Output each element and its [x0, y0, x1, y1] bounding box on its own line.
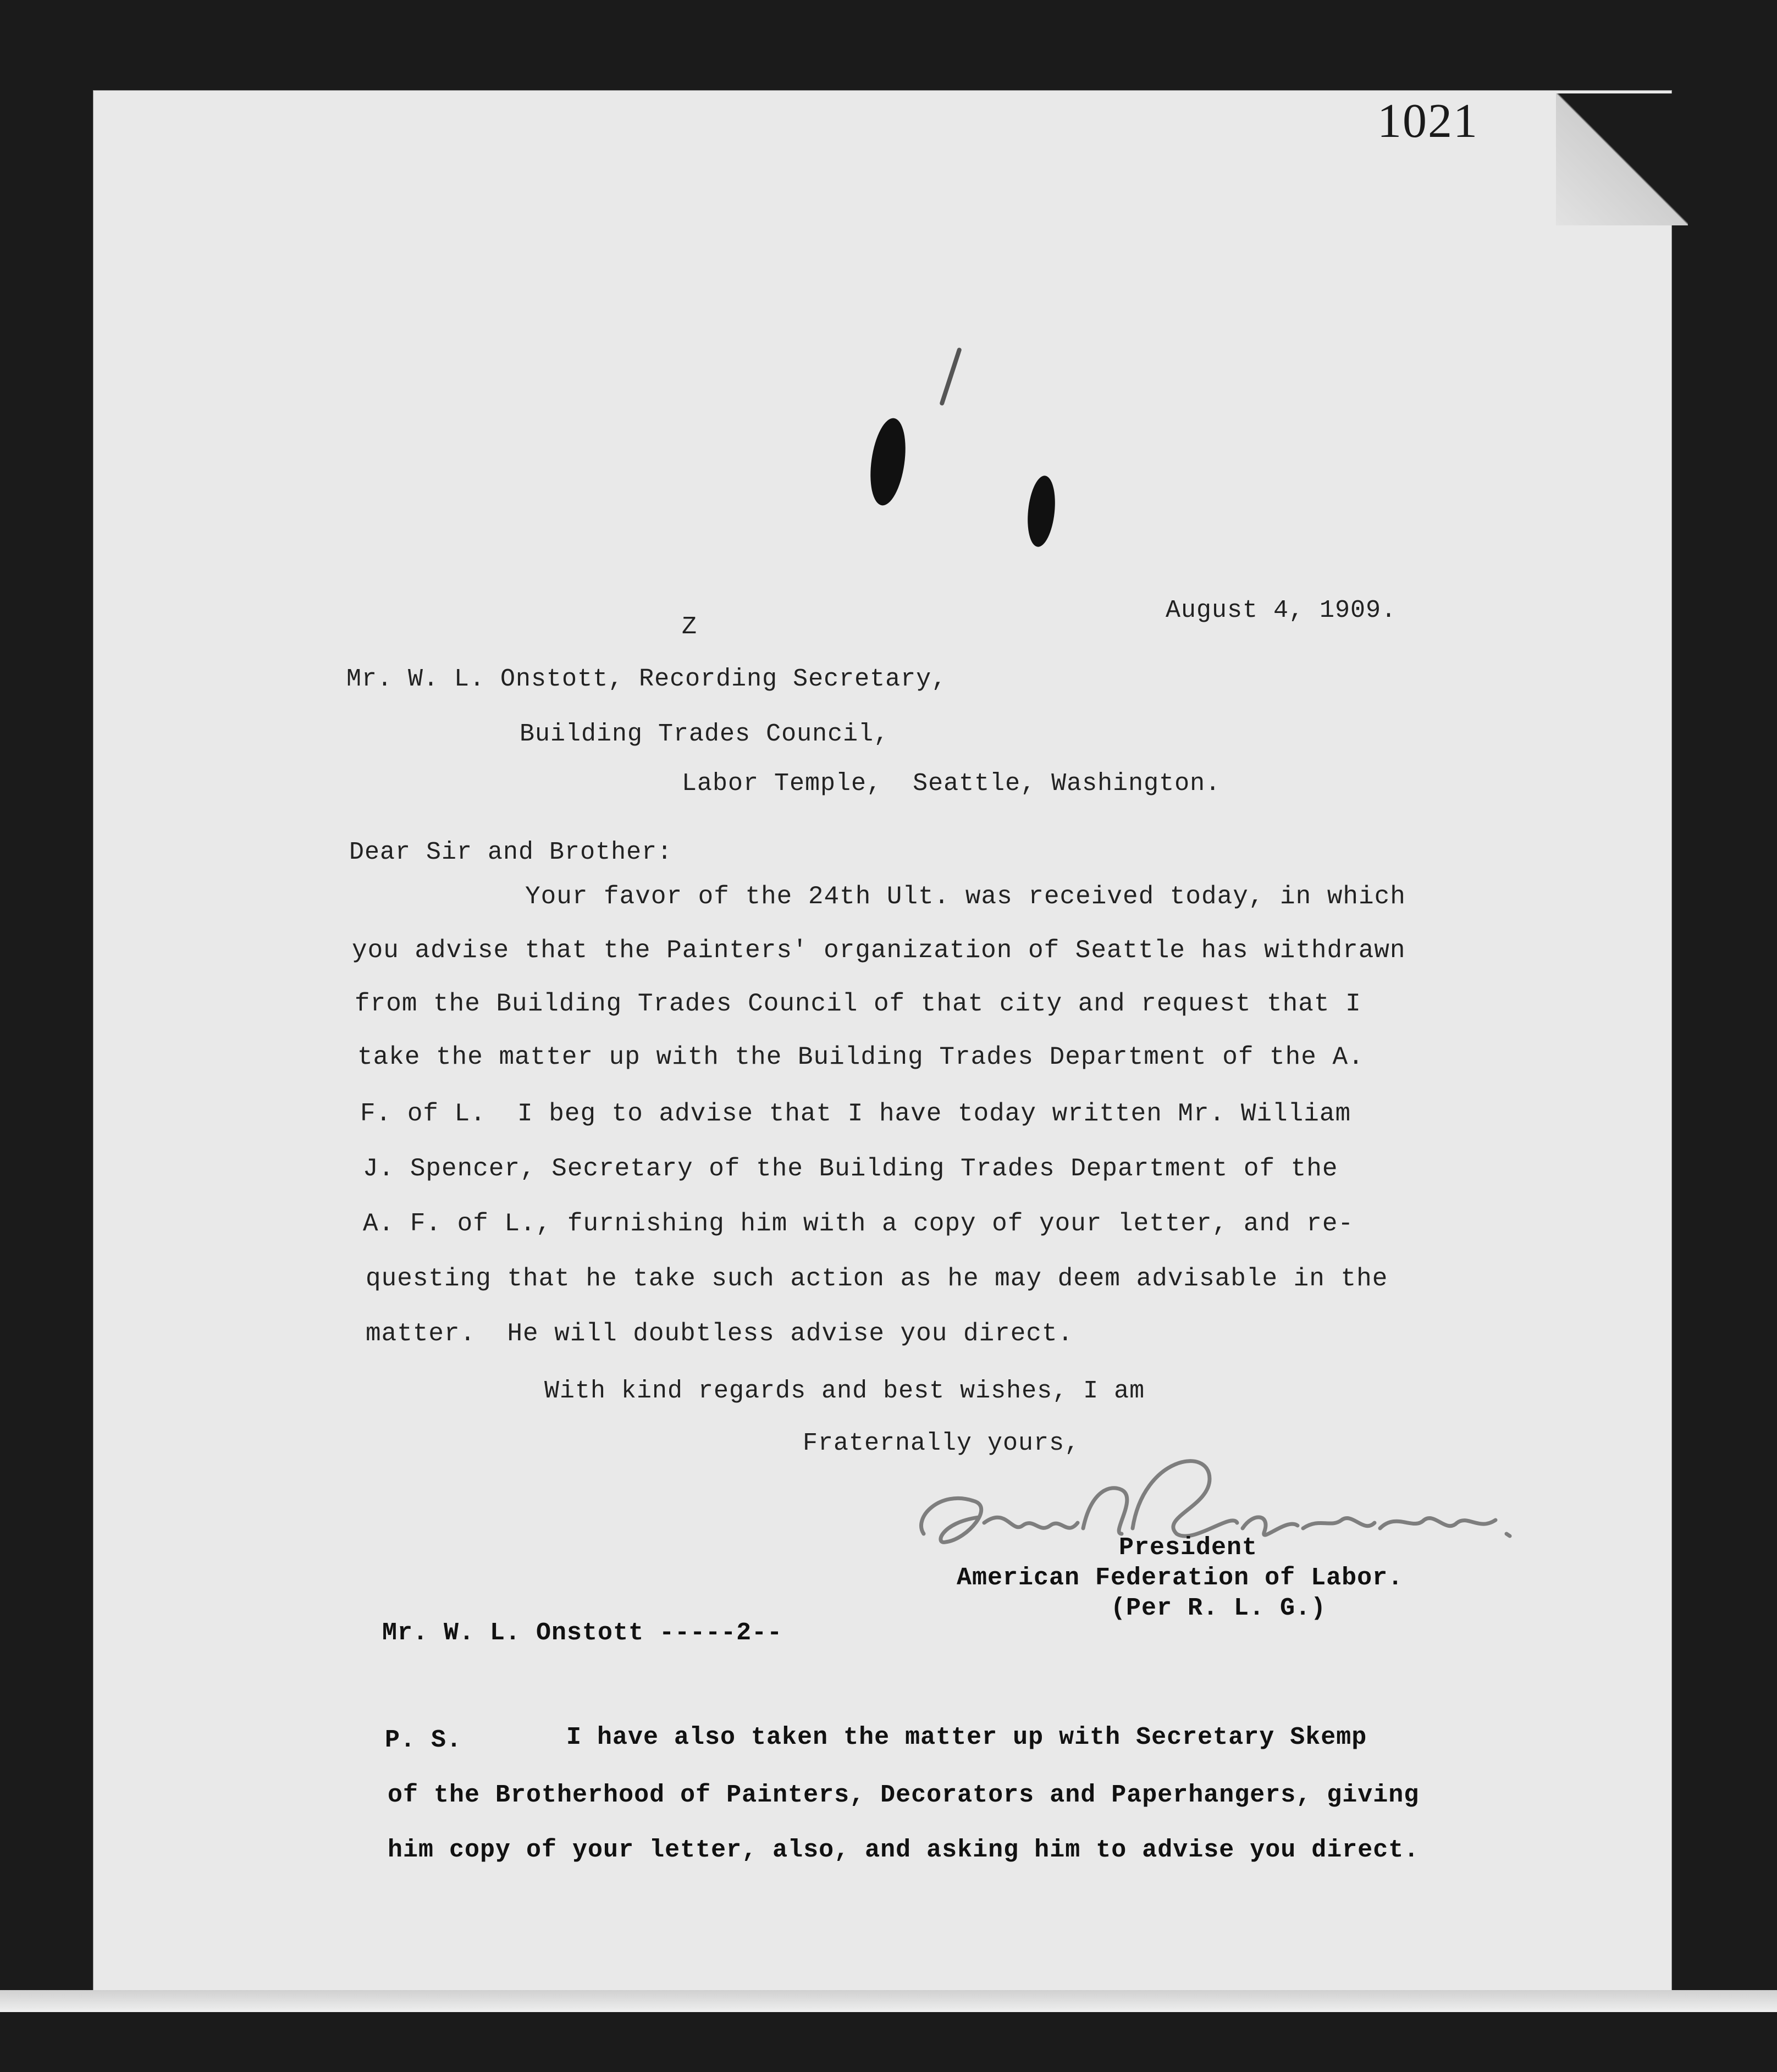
body-line: take the matter up with the Building Trades Department of the A. [357, 1043, 1364, 1071]
body-line: J. Spencer, Secretary of the Building Trades Department of the [363, 1154, 1338, 1183]
body-line: A. F. of L., furnishing him with a copy of your letter, and re- [363, 1209, 1354, 1238]
signer-initials: (Per R. L. G.) [1111, 1594, 1327, 1622]
salutation: Dear Sir and Brother: [349, 838, 673, 866]
file-mark: Z [682, 613, 698, 641]
signer-title: President [1119, 1534, 1258, 1562]
letter-page [93, 91, 1671, 1990]
page-number: 1021 [1377, 95, 1478, 148]
page-edge [0, 1990, 1777, 2012]
closing-line: With kind regards and best wishes, I am [544, 1377, 1145, 1405]
addressee-line: Building Trades Council, [520, 720, 890, 748]
folded-corner [1556, 93, 1688, 225]
postscript-line: him copy of your letter, also, and asking him to advise you direct. [388, 1836, 1420, 1864]
signer-organization: American Federation of Labor. [957, 1564, 1404, 1592]
postscript-line: I have also taken the matter up with Secretary Skemp [566, 1723, 1367, 1751]
body-line: matter. He will doubtless advise you direct. [366, 1319, 1074, 1348]
addressee-line: Labor Temple, Seattle, Washington. [682, 770, 1221, 798]
letter-date: August 4, 1909. [1166, 596, 1397, 625]
body-line: F. of L. I beg to advise that I have today written Mr. William [360, 1099, 1351, 1128]
postscript-line: of the Brotherhood of Painters, Decorators and Paperhangers, giving [388, 1781, 1420, 1809]
body-line: questing that he take such action as he may deem advisable in the [366, 1264, 1388, 1293]
postscript-label: P. S. [385, 1726, 462, 1754]
body-line: from the Building Trades Council of that city and request that I [355, 990, 1361, 1018]
body-line: you advise that the Painters' organization of Seattle has withdrawn [352, 936, 1406, 965]
addressee-line: Mr. W. L. Onstott, Recording Secretary, [346, 665, 947, 693]
page2-header: Mr. W. L. Onstott -----2-- [382, 1619, 783, 1647]
body-line: Your favor of the 24th Ult. was received today, in which [525, 882, 1406, 911]
complimentary-close: Fraternally yours, [803, 1429, 1080, 1457]
